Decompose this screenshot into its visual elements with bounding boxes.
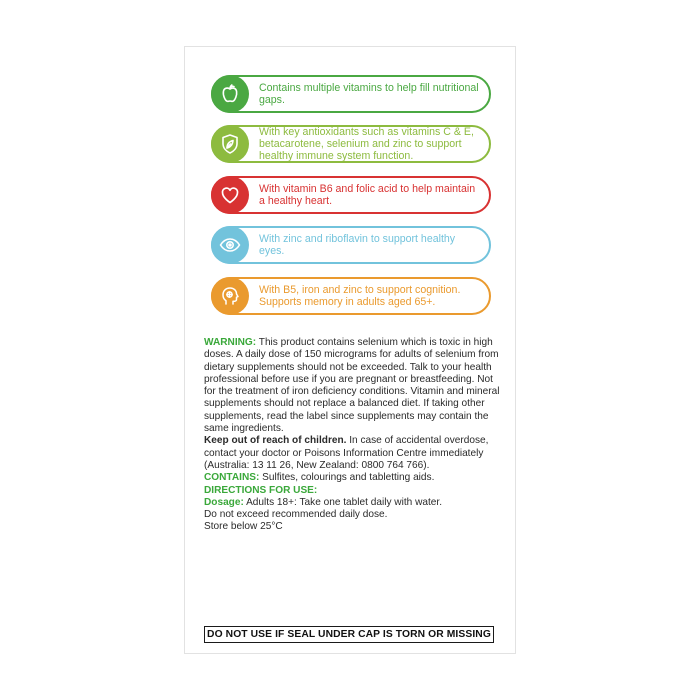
dosage-text: Adults 18+: Take one tablet daily with water. [243, 496, 442, 508]
warning-label: WARNING: [204, 337, 257, 348]
warning-paragraph [204, 337, 500, 435]
warning-text: This product contains selenium which is toxic in high doses. A daily dose of 150 micrograms for adults of selenium from dietary supplements should not be exceeded. Talk to your health professional before use if you are pregnant or breastfeeding. Not for the treatment of iron deficiency conditions. Vitamin and mineral supplements should not replace a balanced diet. If taking other supplements, read the label since supplements may contain the same ingredients. [204, 337, 500, 435]
contains-label: CONTAINS: [204, 472, 260, 484]
benefit-heart [211, 176, 491, 214]
dosage-label: Dosage: [204, 496, 244, 508]
contains-paragraph [204, 472, 500, 484]
children-paragraph [204, 435, 500, 472]
storage-text: Store below 25°C [204, 521, 283, 533]
benefit-antioxidants [211, 125, 491, 163]
children-label: Keep out of reach of children. [204, 435, 347, 447]
shield-leaf-icon [211, 125, 249, 163]
dosage-paragraph [204, 497, 500, 509]
children-text: In case of accidental overdose, contact your doctor or Poisons Information Centre immediately (Australia: 13 11 26, New Zealand: 0800 764 766). [204, 435, 489, 471]
benefit-text: With zinc and riboflavin to support healthy eyes. [259, 233, 456, 257]
dose-limit-text: Do not exceed recommended daily dose. [204, 509, 388, 521]
contains-text: Sulfites, colourings and tabletting aids. [259, 472, 435, 484]
apple-icon [211, 75, 249, 113]
heart-icon [211, 176, 249, 214]
label-information [204, 337, 500, 534]
benefit-multivitamin [211, 75, 491, 113]
seal-notice: DO NOT USE IF SEAL UNDER CAP IS TORN OR MISSING [204, 626, 494, 643]
benefit-text: Contains multiple vitamins to help fill nutritional gaps. [259, 82, 479, 106]
benefit-text: With B5, iron and zinc to support cognition. Supports memory in adults aged 65+. [259, 284, 461, 308]
eye-icon [211, 226, 249, 264]
benefit-text: With key antioxidants such as vitamins C & E, betacarotene, selenium and zinc to support healthy immune system function. [259, 126, 474, 162]
benefit-eyes [211, 226, 491, 264]
benefit-text: With vitamin B6 and folic acid to help maintain a healthy heart. [259, 183, 476, 207]
directions-heading: DIRECTIONS FOR USE: [204, 484, 318, 496]
head-brain-icon [211, 277, 249, 315]
benefit-cognition [211, 277, 491, 315]
